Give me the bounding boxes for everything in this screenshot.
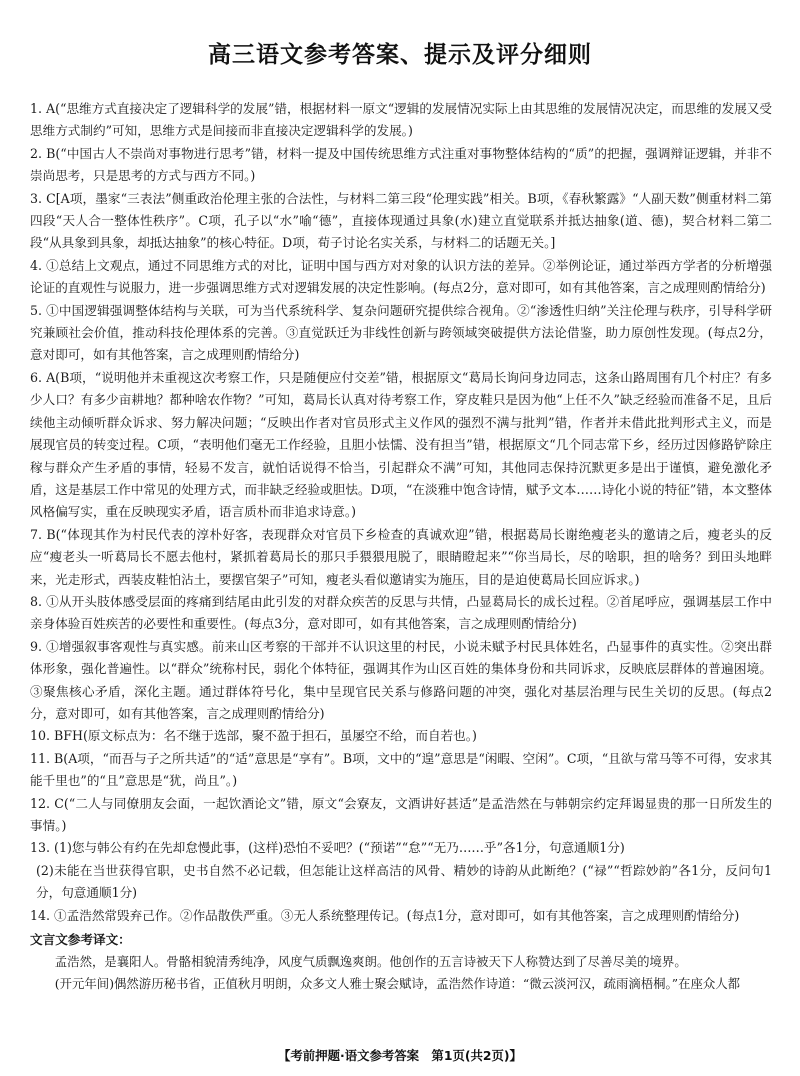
answer-item-3: 3. C[A项，墨家“三表法”侧重政治伦理主张的合法性，与材料二第三段“伦理实践”相关。B项，《春秋繁露》“人副天数”侧重材料二第四段“天人合一整体性秩序”。C项，孔子以“水”喻“德”，直接体现通过具象(水)建立直觉联系并抵达抽象(道、德)，契合材料二第二段“从具象到具象，却抵达抽象”的核心特征。D项，荀子讨论名实关系，与材料二的话题无关。] bbox=[30, 190, 772, 251]
answer-item-5: 5. ①中国逻辑强调整体结构与关联，可为当代系统科学、复杂问题研究提供综合视角。②“渗透性归纳”关注伦理与秩序，引导科学研究兼顾社会价值，推动科技伦理体系的完善。③直觉跃迁为非线性创新与跨领域突破提供方法论借鉴，助力原创性发现。(每点2分，意对即可，如有其他答案，言之成理则酌情给分) bbox=[30, 302, 772, 363]
answer-item-14: 14. ①孟浩然常毁弃己作。②作品散佚严重。③无人系统整理传记。(每点1分，意对即可，如有其他答案，言之成理则酌情给分) bbox=[30, 907, 740, 923]
answer-item-13-1: 13. (1)您与韩公有约在先却怠慢此事，(这样)恐怕不妥吧？(“预诺”“怠”“无乃……乎”各1分，句意通顺1分) bbox=[30, 840, 625, 856]
answer-item-6: 6. A(B项，“说明他并未重视这次考察工作，只是随便应付交差”错，根据原文“葛局长询问身边同志，这条山路周围有几个村庄？有多少人口？有多少亩耕地？都种啥农作物？”可知，葛局长认真对待考察工作，穿皮鞋只是因为他“上任不久”缺乏经验而准备不足，且后续他主动倾听群众诉求、努力解决问题；“反映出作者对官员形式主义作风的强烈不满与批判”错，作者并未借此批判形式主义，而是展现官员的转变过程。C项，“表明他们毫无工作经验，且胆小怯懦、没有担当”错，根据原文“几个同志常下乡，经历过因修路铲除庄稼与群众产生矛盾的事情，轻易不发言，就怕话说得不恰当，引起群众不满”可知，其他同志保持沉默更多是出于谨慎，避免激化矛盾，这是基层工作中常见的处理方式，而非缺乏经验或胆怯。D项，“在淡雅中饱含诗情，赋予文本……诗化小说的特征”错，本文整体风格偏写实，重在反映现实矛盾，语言质朴而非追求诗意。) bbox=[30, 369, 772, 520]
answer-item-9: 9. ①增强叙事客观性与真实感。前来山区考察的干部并不认识这里的村民，小说未赋予村民具体姓名，凸显事件的真实性。②突出群体形象，强化普遍性。以“群众”统称村民，弱化个体特征，强调其作为山区百姓的集体身份和共同诉求，反映底层群体的普遍困境。③聚焦核心矛盾，深化主题。通过群体符号化，集中呈现官民关系与修路问题的冲突，强化对基层治理与民生关切的反思。(每点2分，意对即可，如有其他答案，言之成理则酌情给分) bbox=[30, 638, 772, 721]
answer-item-4: 4. ①总结上文观点，通过不同思维方式的对比，证明中国与西方对对象的认识方法的差异。②举例论证，通过举西方学者的分析增强论证的直观性与说服力，进一步强调思维方式对逻辑发展的决定性影响。(每点2分，意对即可，如有其他答案，言之成理则酌情给分) bbox=[30, 257, 772, 296]
answer-item-1: 1. A(“思维方式直接决定了逻辑科学的发展”错，根据材料一原文“逻辑的发展情况实际上由其思维的发展情况决定，而思维的发展又受思维方式制约”可知，思维方式是间接而非直接决定逻辑科学的发展。) bbox=[30, 101, 772, 139]
translation-heading: 文言文参考译文： bbox=[30, 932, 131, 948]
answer-item-7: 7. B(“体现其作为村民代表的淳朴好客，表现群众对官员下乡检查的真诚欢迎”错，根据葛局长谢绝瘦老头的邀请之后，瘦老头的反应“瘦老头一听葛局长不愿去他村，紧抓着葛局长的那只手猥猥甩脱了，眼睛瞪起来”“你当局长，尽的啥职，担的啥务？到田头地畔来，光走形式，西装皮鞋怕沾土，要摆官架子”可知，瘦老头看似邀请实为施压，目的是迫使葛局长回应诉求。) bbox=[30, 526, 772, 587]
answer-item-8: 8. ①从开头肢体感受层面的疼痛到结尾由此引发的对群众疾苦的反思与共情，凸显葛局长的成长过程。②首尾呼应，强调基层工作中亲身体验百姓疾苦的必要性和重要性。(每点3分，意对即可，如有其他答案，言之成理则酌情给分) bbox=[30, 593, 772, 632]
answer-list bbox=[30, 98, 772, 995]
answer-item-13-2: (2)未能在当世获得官职，史书自然不必记载，但怎能让这样高洁的风骨、精妙的诗韵从此断绝？(“禄”“哲踪妙韵”各1分，反问句1分，句意通顺1分) bbox=[36, 862, 772, 901]
page-footer: 【考前押题·语文参考答案 第1页(共2页)】 bbox=[278, 1048, 522, 1063]
answer-item-11: 11. B(A项，“而吾与子之所共适”的“适”意思是“享有”。B项，文中的“遑”意思是“闲暇、空闲”。C项，“且欲与常马等不可得，安求其能千里也”的“且”意思是“犹，尚且”。) bbox=[30, 750, 772, 789]
translation-paragraph-1: 孟浩然，是襄阳人。骨骼相貌清秀纯净，风度气质飘逸爽朗。他创作的五言诗被天下人称赞达到了尽善尽美的境界。 bbox=[54, 954, 687, 970]
answer-item-2: 2. B(“中国古人不崇尚对事物进行思考”错，材料一提及中国传统思维方式注重对事物整体结构的“质”的把握，强调辩证逻辑，并非不崇尚思考，只是思考的方式与西方不同。) bbox=[30, 145, 772, 184]
answer-item-12: 12. C(“二人与同僚朋友会面，一起饮酒论文”错，原文“会寮友，文酒讲好甚适”是孟浩然在与韩朝宗约定拜谒显贵的那一日所发生的事情。) bbox=[30, 795, 772, 833]
translation-paragraph-2: (开元年间)偶然游历秘书省，正值秋月明朗，众多文人雅士聚会赋诗，孟浩然作诗道：“微云淡河汉，疏雨滴梧桐。”在座众人都 bbox=[54, 976, 741, 992]
answer-item-10: 10. BFH(原文标点为：名不继于选部，聚不盈于担石，虽屡空不给，而自若也。) bbox=[30, 728, 477, 744]
page-title: 高三语文参考答案、提示及评分细则 bbox=[208, 42, 592, 68]
